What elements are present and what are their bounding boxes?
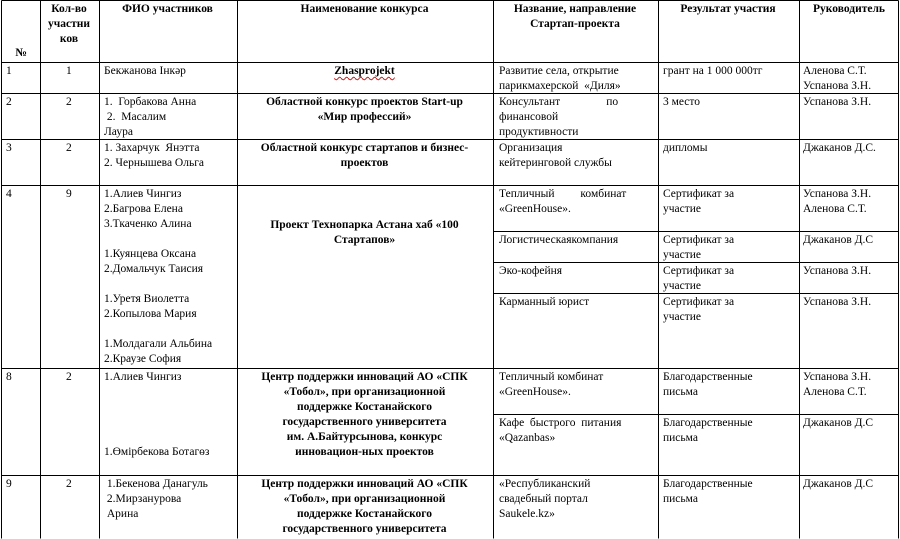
row-9-count: 2 (66, 478, 72, 490)
row-3-num: 3 (6, 142, 12, 154)
row-3-project: Организация кейтеринговой службы (499, 142, 612, 169)
row-8-leader-2: Джаканов Д.С (803, 417, 874, 429)
row-4-project-2: Логистическаякомпания (499, 234, 619, 246)
row-9-fio: 1.Бекенова Данагуль 2.Мирзанурова Арина (106, 478, 208, 520)
row-1-project: Развитие села, открытие парикмахерской «Диля» (499, 65, 621, 92)
header-project: Название, направление Стартап-проекта (513, 3, 637, 30)
row-9-result: Благодарственные письма (663, 478, 753, 505)
row-1-contest: Zhasprojekt (334, 65, 395, 77)
row-4-leader-3: Успанова З.Н. (803, 265, 872, 277)
row-3-count: 2 (66, 142, 72, 154)
row-8-count: 2 (66, 371, 72, 383)
row-3-contest: Областной конкурс стартапов и бизнес- проектов (260, 142, 469, 169)
row-4-project-1: Тепличный комбинат «GreenHouse». (499, 188, 627, 215)
row-4-result-4: Сертификат за участие (663, 296, 735, 323)
row-8-fio: 1.Алиев Чингиз 1.Өмірбекова Ботагөз (104, 371, 210, 458)
row-8-result-1: Благодарственные письма (663, 371, 753, 398)
row-4-count: 9 (66, 188, 72, 200)
row-3-leader: Джаканов Д.С. (803, 142, 876, 154)
row-2-num: 2 (6, 96, 12, 108)
row-8-project-2: Кафе быстрого питания «Qazanbas» (499, 417, 622, 444)
row-1-count: 1 (66, 65, 72, 77)
row-4-leader-4: Успанова З.Н. (803, 296, 872, 308)
row-1-result: грант на 1 000 000тг (663, 65, 763, 77)
header-fio: ФИО участников (122, 3, 213, 15)
row-4-project-3: Эко-кофейня (499, 265, 563, 277)
row-2-fio: 1. Горбакова Анна 2. Масалим Лаура (104, 96, 197, 138)
row-1-num: 1 (6, 65, 12, 77)
row-3-fio: 1. Захарчук Янэтта 2. Чернышева Ольга (104, 142, 205, 169)
row-4-contest: Проект Технопарка Астана хаб «100 Стартапов» (270, 219, 459, 246)
row-4-result-2: Сертификат за участие (663, 234, 735, 261)
row-4-leader-2: Джаканов Д.С (803, 234, 874, 246)
row-2-result: 3 место (663, 96, 701, 108)
row-1-fio: Бекжанова Інкәр (104, 65, 186, 77)
row-9-contest: Центр поддержки инноваций АО «СПК «Тобол», при организационной поддержке Костанайского государственного университета (261, 478, 468, 535)
row-4-result-1: Сертификат за участие (663, 188, 735, 215)
row-9-leader: Джаканов Д.С (803, 478, 874, 490)
row-8-result-2: Благодарственные письма (663, 417, 753, 444)
row-2-project: Консультант по финансовой продуктивности (499, 96, 619, 138)
row-9-num: 9 (6, 478, 12, 490)
row-8-leader-1: Успанова З.Н. Аленова С.Т. (803, 371, 872, 398)
row-4-result-3: Сертификат за участие (663, 265, 735, 292)
row-2-contest: Областной конкурс проектов Start-up «Мир профессий» (266, 96, 463, 123)
row-2-leader: Успанова З.Н. (803, 96, 872, 108)
row-2-count: 2 (66, 96, 72, 108)
row-4-fio: 1.Алиев Чингиз 2.Багрова Елена 3.Ткаченко Алина 1.Куянцева Оксана 2.Домальчук Таисия 1.Уретя Виолетта 2.Копылова Мария 1.Молдагали Альбина 2.Краузе София (104, 188, 213, 365)
header-num: № (15, 47, 27, 59)
row-8-num: 8 (6, 371, 12, 383)
row-3-result: дипломы (663, 142, 708, 154)
header-leader: Руководитель (813, 3, 885, 15)
row-1-leader: Аленова С.Т. Успанова З.Н. (803, 65, 872, 92)
header-count: Кол-во участни ков (48, 3, 90, 45)
row-8-contest: Центр поддержки инноваций АО «СПК «Тобол», при организационной поддержке Костанайского государственного университета им. А.Байтурсынова, конкурс инновацион-ных проектов (261, 371, 468, 458)
row-9-project: «Республиканский свадебный портал Saukele.kz» (499, 478, 591, 520)
row-4-project-4: Карманный юрист (499, 296, 590, 308)
row-4-leader-1: Успанова З.Н. Аленова С.Т. (803, 188, 872, 215)
row-8-project-1: Тепличный комбинат «GreenHouse». (499, 371, 604, 398)
row-4-num: 4 (6, 188, 12, 200)
header-contest: Наименование конкурса (300, 3, 429, 15)
header-result: Результат участия (680, 3, 776, 15)
